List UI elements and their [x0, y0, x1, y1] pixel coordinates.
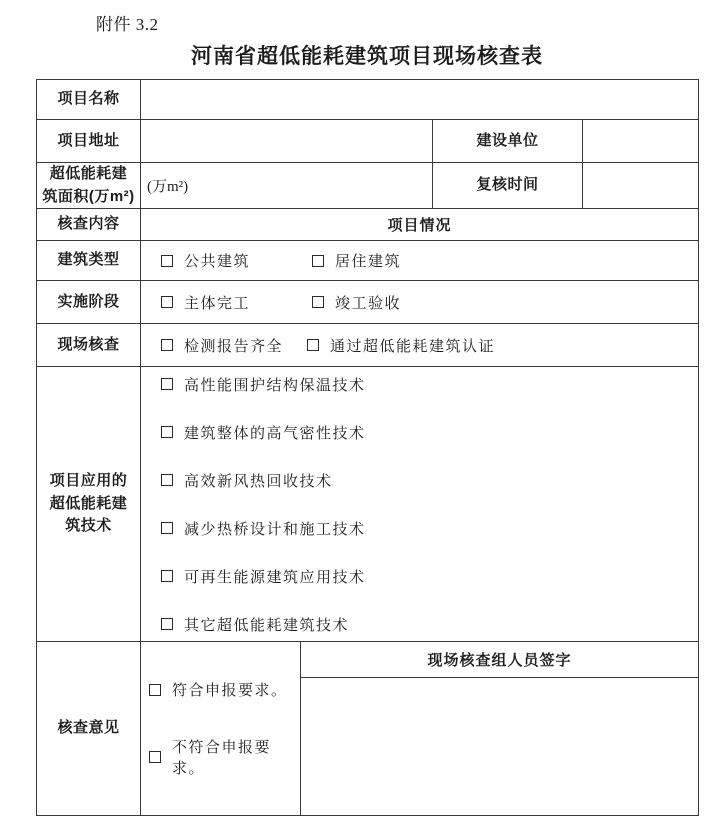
attachment-label: 附件 3.2	[96, 15, 159, 34]
checkbox-option-residential-building[interactable]	[312, 250, 401, 271]
option-label: 高性能围护结构保温技术	[184, 377, 366, 394]
option-label: 不符合申报要求。	[172, 740, 272, 777]
checkbox-option-airtightness[interactable]	[161, 422, 698, 443]
table-row	[37, 281, 699, 324]
option-label: 居住建筑	[335, 254, 402, 270]
review-time-label: 复核时间	[433, 163, 583, 209]
project-address-label: 项目地址	[37, 120, 141, 163]
project-address-value[interactable]	[141, 120, 433, 163]
checkbox-option-meets-requirements[interactable]	[149, 679, 300, 700]
table-row	[37, 163, 699, 209]
option-label: 减少热桥设计和施工技术	[184, 521, 366, 538]
page-title: 河南省超低能耗建筑项目现场核查表	[191, 45, 543, 68]
option-label: 高效新风热回收技术	[184, 473, 333, 490]
building-type-options	[141, 241, 699, 281]
project-name-label: 项目名称	[37, 80, 141, 120]
table-row	[37, 367, 699, 642]
construction-unit-label: 建设单位	[433, 120, 583, 163]
table-row	[37, 209, 699, 241]
opinion-label: 核查意见	[37, 642, 141, 816]
option-label: 检测报告齐全	[184, 338, 284, 355]
table-row	[37, 80, 699, 120]
checkbox-icon[interactable]	[161, 426, 173, 438]
checkbox-icon[interactable]	[312, 296, 324, 308]
checkbox-icon[interactable]	[161, 570, 173, 582]
checkbox-option-does-not-meet-requirements[interactable]	[149, 736, 300, 778]
table-row	[37, 241, 699, 281]
check-content-value: 项目情况	[141, 209, 699, 241]
checkbox-option-test-reports-complete[interactable]	[161, 335, 283, 356]
checkbox-option-completion-acceptance[interactable]	[312, 292, 401, 313]
project-name-value[interactable]	[141, 80, 699, 120]
option-label: 符合申报要求。	[172, 683, 288, 699]
signature-area[interactable]	[301, 678, 698, 814]
option-label: 可再生能源建筑应用技术	[184, 569, 366, 586]
building-area-label	[37, 163, 141, 209]
checkbox-icon[interactable]	[307, 339, 319, 351]
option-label: 公共建筑	[184, 254, 251, 270]
construction-unit-value[interactable]	[583, 120, 699, 163]
checkbox-icon[interactable]	[161, 296, 173, 308]
building-area-unit-hint: (万m²)	[147, 179, 189, 195]
checkbox-option-thermal-bridge[interactable]	[161, 518, 698, 539]
option-label: 主体完工	[184, 295, 251, 312]
checkbox-option-main-structure-complete[interactable]	[161, 292, 250, 313]
checkbox-option-certified[interactable]	[307, 335, 495, 356]
checkbox-icon[interactable]	[161, 522, 173, 534]
technologies-options	[141, 367, 699, 642]
building-area-value[interactable]	[141, 163, 433, 209]
checkbox-option-heat-recovery[interactable]	[161, 470, 698, 491]
checkbox-icon[interactable]	[149, 751, 161, 763]
checkbox-icon[interactable]	[312, 255, 324, 267]
checkbox-option-envelope-insulation[interactable]	[161, 374, 698, 395]
checkbox-icon[interactable]	[161, 339, 173, 351]
option-label: 通过超低能耗建筑认证	[330, 338, 496, 355]
verification-form-table	[36, 79, 699, 816]
checkbox-option-renewable-energy[interactable]	[161, 566, 698, 587]
signature-header: 现场核查组人员签字	[301, 642, 698, 678]
implementation-stage-label: 实施阶段	[37, 281, 141, 324]
table-row	[37, 642, 699, 816]
building-area-label-line2: 筑面积(万m²)	[42, 187, 135, 205]
table-row	[37, 324, 699, 367]
site-check-label: 现场核查	[37, 324, 141, 367]
site-check-options	[141, 324, 699, 367]
checkbox-icon[interactable]	[149, 684, 161, 696]
checkbox-option-other-technologies[interactable]	[161, 614, 698, 635]
checkbox-option-public-building[interactable]	[161, 250, 250, 271]
signature-section	[301, 642, 699, 816]
review-time-value[interactable]	[583, 163, 699, 209]
checkbox-icon[interactable]	[161, 474, 173, 486]
option-label: 其它超低能耗建筑技术	[184, 617, 350, 634]
building-area-label-line1: 超低能耗建	[49, 165, 128, 182]
building-type-label: 建筑类型	[37, 241, 141, 281]
technologies-label: 项目应用的超低能耗建筑技术	[37, 367, 141, 642]
option-label: 竣工验收	[335, 295, 402, 312]
checkbox-icon[interactable]	[161, 255, 173, 267]
option-label: 建筑整体的高气密性技术	[184, 425, 366, 442]
table-row	[37, 120, 699, 163]
opinion-options	[141, 642, 301, 816]
implementation-stage-options	[141, 281, 699, 324]
checkbox-icon[interactable]	[161, 378, 173, 390]
checkbox-icon[interactable]	[161, 618, 173, 630]
check-content-label: 核查内容	[37, 209, 141, 241]
